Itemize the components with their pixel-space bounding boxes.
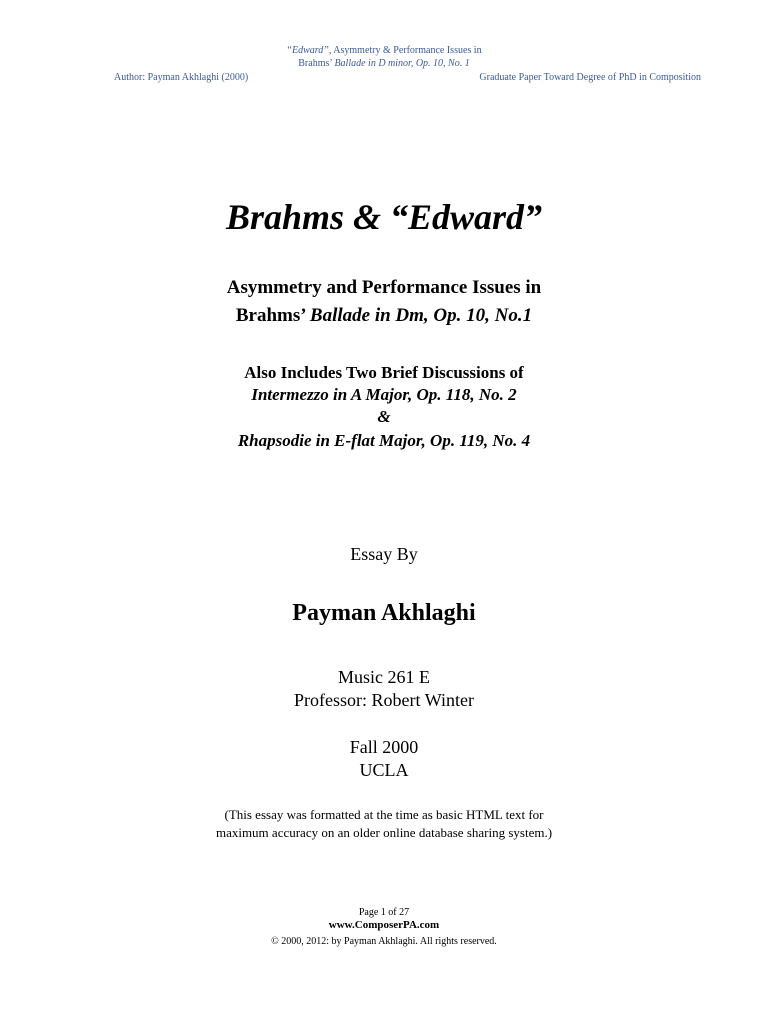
school: UCLA <box>359 760 409 780</box>
subtitle-ballade: Ballade in Dm, Op. 10, No.1 <box>309 305 533 326</box>
subtitle-line-2 <box>0 302 768 330</box>
header-line-1-rest: , Asymmetry & Performance Issues in <box>328 45 482 56</box>
header-author: Author: Payman Akhlaghi (2000) <box>114 72 249 83</box>
website-link-label[interactable]: www.ComposerPA.com <box>328 919 440 931</box>
also-item-rhapsodie: Rhapsodie in E-flat Major, Op. 119, No. 4 <box>237 431 531 450</box>
website-link[interactable] <box>0 919 768 932</box>
document-title: Brahms & “Edward” <box>225 197 543 237</box>
format-note-line-2: maximum accuracy on an older online database sharing system.) <box>215 825 553 840</box>
header-edward: “Edward” <box>286 45 329 56</box>
term: Fall 2000 <box>349 737 419 757</box>
also-ampersand: & <box>377 407 391 426</box>
header-line-1 <box>0 44 768 57</box>
format-note-line-1: (This essay was formatted at the time as basic HTML text for <box>224 807 544 822</box>
header-paper: Graduate Paper Toward Degree of PhD in Composition <box>479 72 701 83</box>
subtitle-line-1: Asymmetry and Performance Issues in <box>226 277 542 298</box>
professor-name: Professor: Robert Winter <box>294 690 474 710</box>
header-line-2 <box>0 57 768 70</box>
course-number: Music 261 E <box>338 667 430 687</box>
page-number: Page 1 of 27 <box>358 907 410 918</box>
also-heading: Also Includes Two Brief Discussions of <box>244 363 524 382</box>
header-brahms: Brahms’ <box>298 58 335 69</box>
copyright: © 2000, 2012: by Payman Akhlaghi. All rights reserved. <box>271 936 497 947</box>
also-item-intermezzo: Intermezzo in A Major, Op. 118, No. 2 <box>251 385 517 404</box>
header-ballade: Ballade in D minor, Op. 10, No. 1 <box>334 58 470 69</box>
essay-by-label: Essay By <box>350 544 418 564</box>
author-name: Payman Akhlaghi <box>292 600 476 626</box>
subtitle-brahms: Brahms’ <box>235 305 310 326</box>
